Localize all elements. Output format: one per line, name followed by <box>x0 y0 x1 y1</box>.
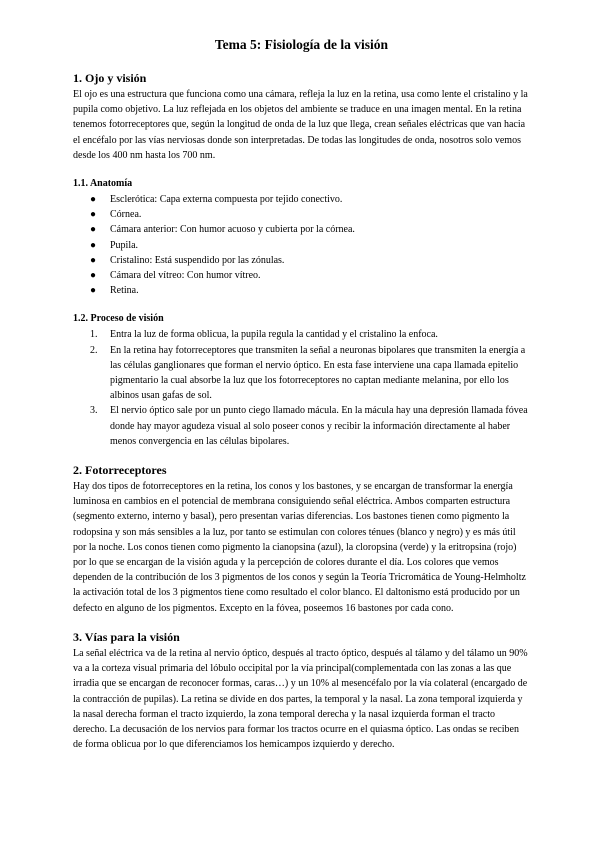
list-item: 2. En la retina hay fotorreceptores que transmiten la señal a neuronas bipolares que transmiten la energía a las células ganglionares que forman el nervio óptico. En esta fase interviene una capa llamada epitelio pigmentario la cual absorbe la luz que los fotorreceptores no captan mediante melanina, por ello los albinos usan gafas de sol. <box>90 344 526 402</box>
list-item: ● Cámara del vítreo: Con humor vítreo. <box>73 268 530 283</box>
bullet-icon: ● <box>90 285 97 297</box>
process-list <box>73 327 530 449</box>
section-heading-fotorreceptores: 2. Fotorreceptores <box>73 463 167 478</box>
list-item: 3. El nervio óptico sale por un punto ciego llamado mácula. En la mácula hay una depresión llamada fóvea donde hay mayor agudeza visual al solo poseer conos y recibir la información directamente al haber menos convergencia en las células bipolares. <box>90 405 528 447</box>
list-item: ● Retina. <box>73 283 530 298</box>
subsection-heading-anatomia: 1.1. Anatomía <box>73 178 133 190</box>
list-item: ● Esclerótica: Capa externa compuesta por tejido conectivo. <box>73 192 530 207</box>
bullet-icon: ● <box>90 224 97 236</box>
bullet-icon: ● <box>90 270 97 282</box>
section-paragraph-ojo-vision: El ojo es una estructura que funciona como una cámara, refleja la luz en la retina, usa como lente el cristalino y la pupila como objetivo. La luz reflejada en los objetos del ambiente se traduce en una imagen mental. En la retina tenemos fotorreceptores que, según la longitud de onda de la luz que llega, crean señales eléctricas que van hacia el encéfalo por las vías nerviosas donde son interpretadas. De todas las longitudes de onda, nosotros solo vemos desde los 400 nm hasta los 700 nm. <box>73 89 528 161</box>
bullet-icon: ● <box>90 239 97 251</box>
list-number: 3. <box>90 405 98 417</box>
bullet-icon: ● <box>90 254 97 266</box>
document-title: Tema 5: Fisiología de la visión <box>214 37 389 52</box>
list-number: 2. <box>90 344 98 356</box>
list-item: ● Pupila. <box>73 238 530 253</box>
section-paragraph-vias: La señal eléctrica va de la retina al nervio óptico, después al tracto óptico, después al tálamo y del tálamo un 90% va a la corteza visual primaria del lóbulo occipital por la vía principal(complementada con las zonas a las que irradia que se encargan de reconocer formas, caras…) y un 10% al mesencéfalo por la vía colateral (encargado de la contracción de pupilas). La retina se divide en dos partes, la temporal y la nasal. La zona temporal izquierda y la nasal derecha forman el tracto izquierdo, la zona temporal derecha y la nasal izquierda forman el tracto derecho. La decusación de los nervios para formar los tractos ocurre en el quiasma óptico. Las ondas se reciben de forma oblicua por lo que diferenciamos los hemicampos izquierdo y derecho. <box>73 647 528 751</box>
section-paragraph-fotorreceptores: Hay dos tipos de fotorreceptores en la retina, los conos y los bastones, y se encargan de transformar la energía luminosa en cambios en el potencial de membrana consiguiendo señal eléctrica. Ambos comparten estructura (segmento externo, interno y basal), pero presentan varias diferencias. Los bastones tienen como pigmento la rodopsina y son más sensibles a la luz, por tanto se estimulan con colores ténues (blanco y negro) y es más útil por la noche. Los conos tienen como pigmento la cianopsina (azul), la cloropsina (verde) y la eritropsina (rojo) por lo que se encargan de la visión aguda y la percepción de colores durante el día. Los colores que vemos dependen de la contribución de los 3 pigmentos de los conos y según la Teoría Tricromática de Young-Helmholtz la activación total de los 3 pigmentos tiene como resultado el color blanco. El daltonismo está producido por un defecto en alguno de los pigmentos. Excepto en la fóvea, poseemos 16 bastones por cada cono. <box>73 481 526 614</box>
list-item: ● Córnea. <box>73 207 530 222</box>
subsection-heading-proceso: 1.2. Proceso de visión <box>73 313 164 325</box>
section-heading-vias: 3. Vías para la visión <box>73 629 180 644</box>
section-heading-ojo-vision: 1. Ojo y visión <box>73 71 147 85</box>
list-item: ● Cámara anterior: Con humor acuoso y cubierta por la córnea. <box>73 222 530 237</box>
bullet-icon: ● <box>90 194 97 206</box>
bullet-icon: ● <box>90 209 97 221</box>
list-number: 1. <box>90 329 98 341</box>
list-item: 1. Entra la luz de forma oblicua, la pupila regula la cantidad y el cristalino la enfoca. <box>73 327 530 342</box>
anatomy-list <box>73 192 530 298</box>
list-item: ● Cristalino: Está suspendido por las zónulas. <box>73 253 530 268</box>
